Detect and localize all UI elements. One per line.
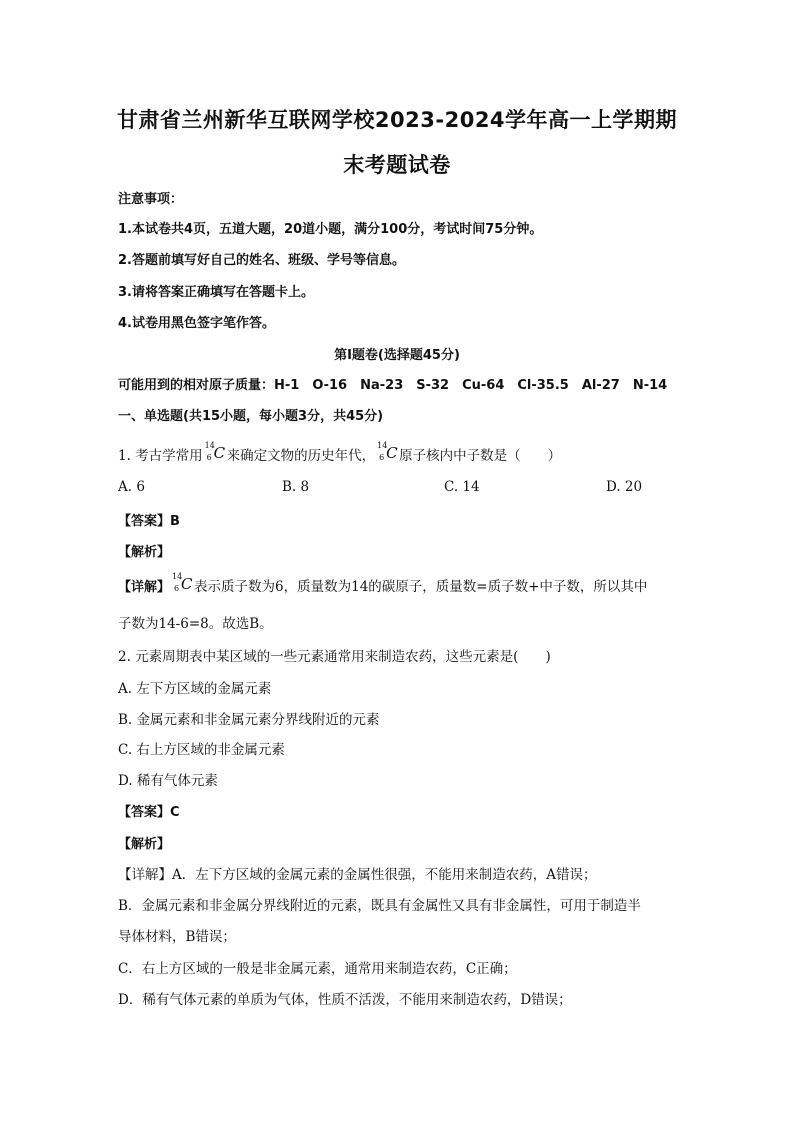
q2-option-b: B. 金属元素和非金属元素分界线附近的元素 — [118, 712, 380, 728]
q1-detail-label: 【详解】 — [118, 580, 171, 595]
q2-option-d: D. 稀有气体元素 — [118, 773, 218, 789]
notice-item: 2.答题前填写好自己的姓名、班级、学号等信息。 — [118, 253, 405, 268]
part-heading: 一、单选题(共15小题，每小题3分，共45分) — [118, 409, 384, 424]
section-title: 第I题卷(选择题45分) — [334, 348, 460, 363]
carbon-14-nuclide: 14 6 C — [204, 441, 226, 462]
q2-analysis-label: 【解析】 — [118, 837, 171, 852]
carbon-14-nuclide: 14 6 C — [172, 572, 193, 593]
carbon-14-nuclide: 14 6 C — [377, 441, 398, 462]
q2-option-c: C. 右上方区域的非金属元素 — [118, 742, 285, 758]
q2-detail-line: D．稀有气体元素的单质为气体，性质不活泼，不能用来制造农药，D错误； — [118, 992, 572, 1008]
q2-detail-line: C．右上方区域的一般是非金属元素，通常用来制造农药，C正确； — [118, 961, 517, 977]
q1-text-b: 来确定文物的历史年代， — [226, 448, 376, 464]
q2-detail-line: B．金属元素和非金属分界线附近的元素，既具有金属性又具有非金属性，可用于制造半 — [118, 898, 641, 914]
q1-analysis-label: 【解析】 — [118, 545, 171, 560]
q1-text-c: 原子核内中子数是（ ） — [399, 448, 562, 464]
q2-detail-line: 导体材料，B错误； — [118, 929, 236, 945]
question-1 — [118, 441, 562, 464]
q2-answer: 【答案】C — [118, 805, 180, 820]
notice-item: 4.试卷用黑色签字笔作答。 — [118, 316, 275, 331]
q2-option-a: A. 左下方区域的金属元素 — [118, 681, 272, 697]
q1-detail-text: 表示质子数为6，质量数为14的碳原子，质量数=质子数+中子数，所以其中 — [194, 579, 648, 595]
q1-option-d: D. 20 — [606, 479, 643, 495]
q1-detail-line2: 子数为14-6=8。故选B。 — [118, 616, 273, 632]
q1-answer: 【答案】B — [118, 514, 180, 529]
atomic-masses: 可能用到的相对原子质量：H-1 O-16 Na-23 S-32 Cu-64 Cl-35.5 Al-27 N-14 — [118, 378, 668, 393]
q2-detail-line: 【详解】A．左下方区域的金属元素的金属性很强，不能用来制造农药，A错误； — [118, 867, 597, 883]
q1-option-c: C. 14 — [444, 479, 480, 495]
question-2: 2. 元素周期表中某区域的一些元素通常用来制造农药，这些元素是( ) — [118, 649, 551, 665]
q1-text-a: 1. 考古学常用 — [118, 448, 203, 464]
q1-detail-line1 — [118, 572, 648, 595]
exam-title-line1: 甘肃省兰州新华互联网学校2023-2024学年高一上学期期 — [116, 108, 678, 132]
exam-title-line2: 末考题试卷 — [343, 153, 451, 177]
notice-item: 1.本试卷共4页，五道大题，20道小题，满分100分，考试时间75分钟。 — [118, 222, 543, 237]
notice-item: 3.请将答案正确填写在答题卡上。 — [118, 285, 314, 300]
notice-heading: 注意事项： — [118, 192, 184, 207]
q1-option-b: B. 8 — [282, 479, 310, 495]
q1-option-a: A. 6 — [118, 479, 145, 495]
